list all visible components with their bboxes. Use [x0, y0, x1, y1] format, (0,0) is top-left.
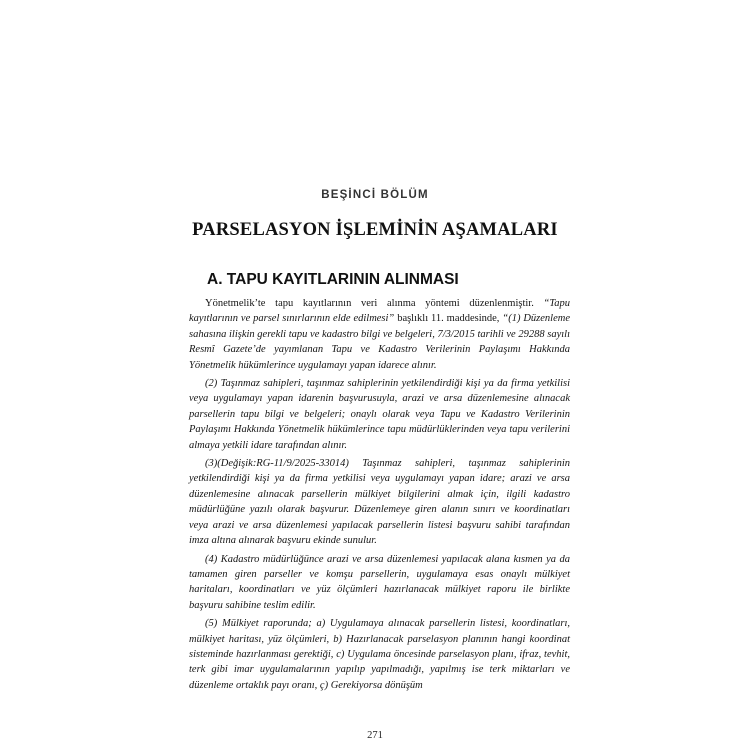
page-number: 271: [367, 730, 383, 741]
paragraph-1-quote-title: “Tapu kayıtlarının ve parsel sınırlarının elde edilmesi”: [189, 298, 570, 325]
paragraph-1-mid: başlıklı 11. maddesinde,: [394, 313, 503, 325]
chapter-label: BEŞİNCİ BÖLÜM: [321, 189, 429, 201]
paragraph-3: (3)(Değişik:RG-11/9/2025-33014) Taşınmaz sahipleri, taşınmaz sahiplerinin yetkilendirdiği kişi ya da firma yetkilisi veya uygulamayı yapan idare; arazi ve arsa düzenlemesine alınacak parsellerin mülkiyet bilgilerini almak için, ilgili kadastro müdürlüğüne yazılı olarak başvurur. Düzenlemeye giren alanın sınırı ve koordinatları veya arazi ve arsa düzenlemesi yapılacak parsellerin listesi başvuru sahibi tarafından imza altına alınarak başvuru ekinde sunulur.: [189, 458, 570, 547]
paragraph-4: (4) Kadastro müdürlüğünce arazi ve arsa düzenlemesi yapılacak alana kısmen ya da tamamen giren parseller ve komşu parsellerin, uygulamaya esas onaylı mülkiyet haritaları, koordinatları ve yüz ölçümleri hazırlanacak mülkiyet raporu ile birlikte başvuru sahibine teslim edilir.: [189, 553, 570, 611]
paragraph-2: (2) Taşınmaz sahipleri, taşınmaz sahiplerinin yetkilendirdiği kişi ya da firma yetkilisi veya uygulamayı yapan idarenin başvurusuyla, arazi ve arsa düzenlemesine alınacak parsellerin tapu bilgi ve belgeleri; onaylı olarak veya Tapu ve Kadastro Verilerinin Paylaşımı Hakkında Yönetmelik hükümlerince tapu müdürlüklerinden veya tapu verilerini almaya yetkili idare tarafından alınır.: [189, 378, 570, 451]
chapter-title: PARSELASYON İŞLEMİNİN AŞAMALARI: [192, 220, 558, 240]
paragraph-1-quote-body: “(1) Düzenleme sahasına ilişkin gerekli tapu ve kadastro bilgi ve belgeleri, 7/3/2015 tarihli ve 29288 sayılı Resmî Gazete’de yayımlanan Tapu ve Kadastro Verilerinin Paylaşımı Hakkında Yönetmelik hükümlerince uygulamayı yapan idarece alınır.: [189, 313, 571, 371]
paragraph-1-intro: Yönetmelik’te tapu kayıtlarının veri alınma yöntemi düzenlenmiştir.: [205, 298, 544, 309]
section-heading: A. TAPU KAYITLARININ ALINMASI: [207, 271, 459, 288]
paragraph-1: [189, 296, 570, 373]
body-text: [189, 296, 570, 696]
paragraph-5: (5) Mülkiyet raporunda; a) Uygulamaya alınacak parsellerin listesi, koordinatları, mülkiyet haritası, yüz ölçümleri, b) Hazırlanacak parselasyon planının hangi koordinat sisteminde hazırlanması gerektiği, c) Uygulama öncesinde parselasyon planı, ifraz, tevhit, terk gibi imar uygulamalarının yapılıp yapılmadığı, yapılmış ise terk miktarları ve düzenleme ortaklık payı oranı, ç) Gerekiyorsa dönüşüm: [189, 618, 570, 691]
